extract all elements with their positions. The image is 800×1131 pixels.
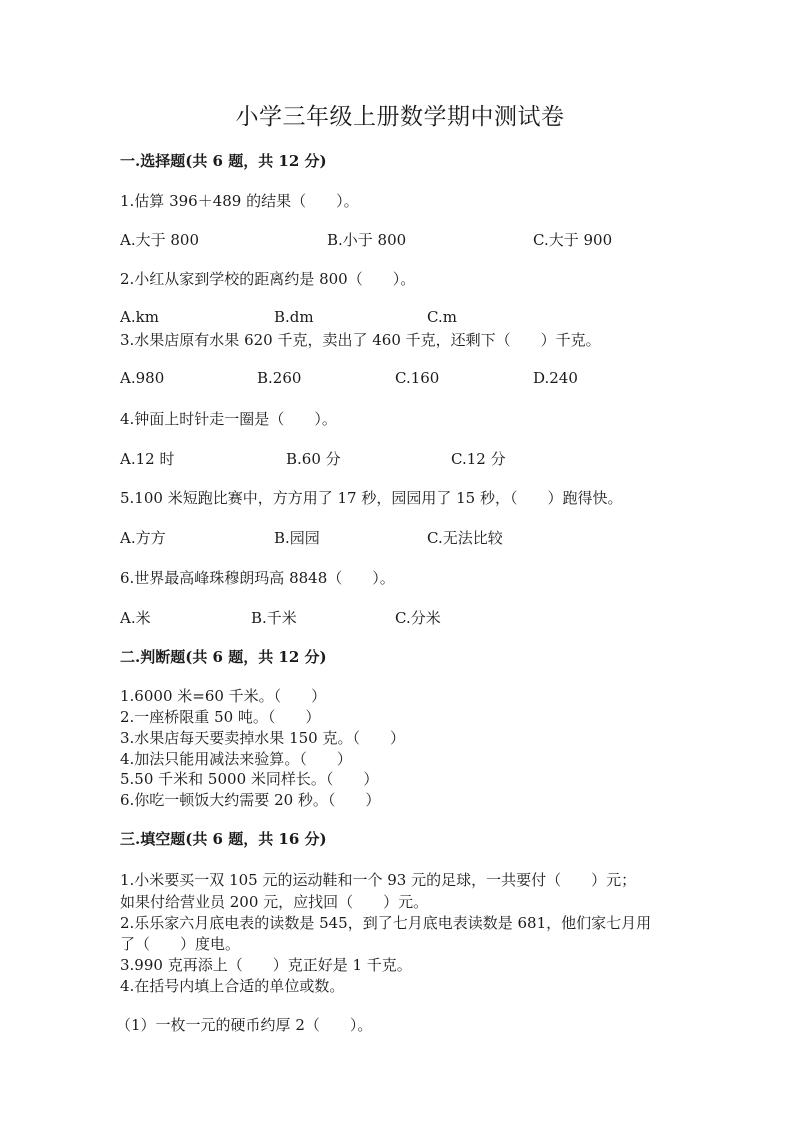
option: B.260 — [257, 369, 302, 387]
judgement-item: 2.一座桥限重 50 吨。（ ） — [120, 708, 321, 726]
judgement-item: 6.你吃一顿饭大约需要 20 秒。（ ） — [120, 791, 381, 809]
judgement-item: 4.加法只能用减法来验算。（ ） — [120, 750, 352, 768]
fill-line: 4.在括号内填上合适的单位或数。 — [120, 977, 345, 995]
question-text: 6.世界最高峰珠穆朗玛高 8848（ ）。 — [120, 569, 395, 587]
option: A.km — [120, 308, 159, 326]
option: A.米 — [120, 609, 151, 627]
option: B.dm — [274, 308, 314, 326]
option: A.980 — [120, 369, 165, 387]
fill-line: 1.小米要买一双 105 元的运动鞋和一个 93 元的足球，一共要付（ ）元； — [120, 871, 637, 889]
question-text: 3.水果店原有水果 620 千克，卖出了 460 千克，还剩下（ ）千克。 — [120, 331, 601, 349]
option: C.12 分 — [451, 450, 506, 468]
option: C.分米 — [395, 609, 441, 627]
fill-line: 3.990 克再添上（ ）克正好是 1 千克。 — [120, 956, 412, 974]
option: B.千米 — [251, 609, 297, 627]
option: A.大于 800 — [120, 231, 199, 249]
option: B.园园 — [274, 529, 320, 547]
fill-line: 如果付给营业员 200 元，应找回（ ）元。 — [120, 893, 429, 911]
option: C.160 — [395, 369, 440, 387]
option: B.60 分 — [286, 450, 341, 468]
option: B.小于 800 — [327, 231, 407, 249]
judgement-item: 1.6000 米=60 千米。（ ） — [120, 687, 327, 705]
option: A.方方 — [120, 529, 166, 547]
option: C.m — [427, 308, 457, 326]
question-text: 4.钟面上时针走一圈是（ ）。 — [120, 410, 337, 428]
option: A.12 时 — [120, 450, 175, 468]
question-text: 5.100 米短跑比赛中，方方用了 17 秒，园园用了 15 秒，（ ）跑得快。 — [120, 489, 623, 507]
section-heading-choice: 一.选择题(共 6 题，共 12 分) — [120, 152, 327, 170]
question-text: 2.小红从家到学校的距离约是 800（ ）。 — [120, 270, 416, 288]
fill-line: （1）一枚一元的硬币约厚 2（ ）。 — [116, 1016, 373, 1034]
option: C.大于 900 — [533, 231, 613, 249]
page-title: 小学三年级上册数学期中测试卷 — [235, 104, 565, 130]
section-heading-judgement: 二.判断题(共 6 题，共 12 分) — [120, 648, 327, 666]
judgement-item: 3.水果店每天要卖掉水果 150 克。（ ） — [120, 729, 405, 747]
section-heading-fill: 三.填空题(共 6 题，共 16 分) — [120, 830, 327, 848]
fill-line: 了（ ）度电。 — [120, 935, 241, 953]
fill-line: 2.乐乐家六月底电表的读数是 545，到了七月底电表读数是 681，他们家七月用 — [120, 914, 652, 932]
option: C.无法比较 — [427, 529, 503, 547]
judgement-item: 5.50 千米和 5000 米同样长。（ ） — [120, 770, 379, 788]
question-text: 1.估算 396＋489 的结果（ ）。 — [120, 192, 359, 210]
option: D.240 — [533, 369, 578, 387]
